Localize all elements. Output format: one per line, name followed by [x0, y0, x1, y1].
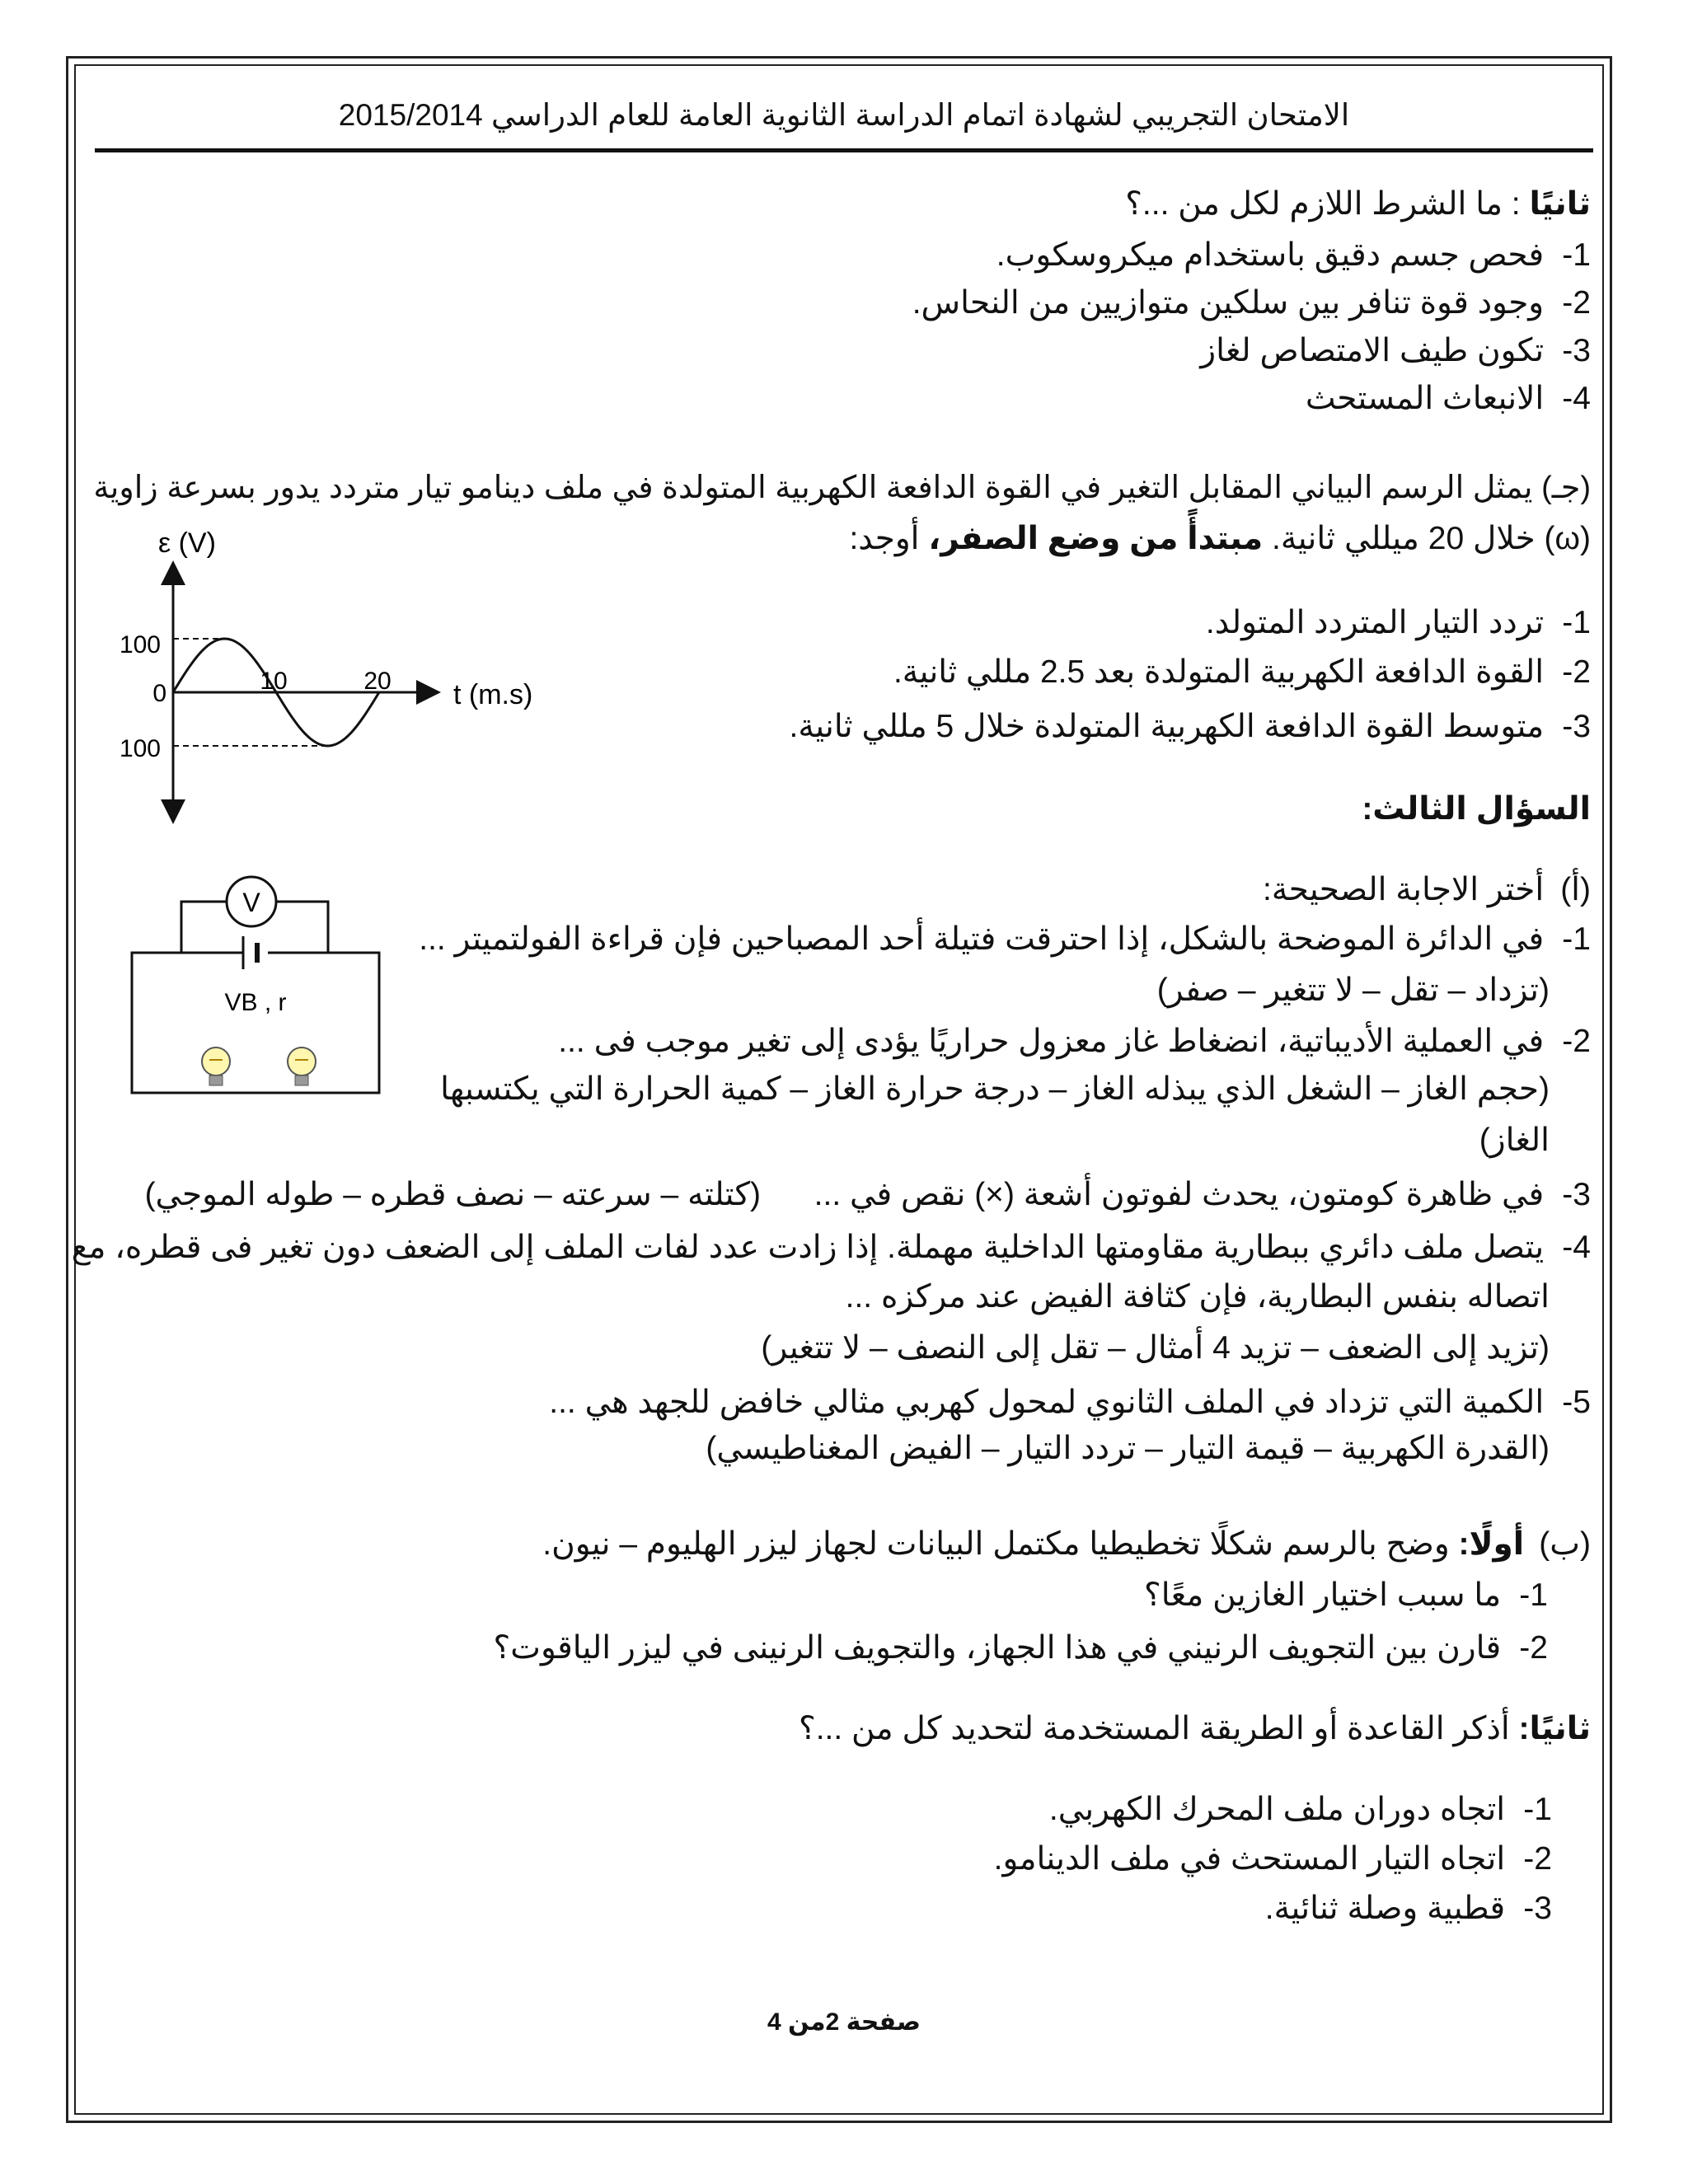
part-2-prompt: : ما الشرط اللازم لكل من ...؟ — [1125, 186, 1521, 222]
question-3-title: السؤال الثالث: — [1362, 791, 1591, 827]
list-item: 2- في العملية الأديباتية، انضغاط غاز معزول حراريًا يؤدى إلى تغير موجب فى ... — [558, 1024, 1591, 1059]
y-tick-label: 100 — [119, 631, 161, 658]
y-tick-label: 0 — [152, 680, 166, 707]
list-item: 1- ما سبب اختيار الغازين معًا؟ — [1144, 1577, 1548, 1613]
header-rule — [95, 148, 1593, 152]
list-item: 2- القوة الدافعة الكهربية المتولدة بعد 2.5 مللي ثانية. — [893, 654, 1591, 690]
options: الغاز) — [1479, 1122, 1550, 1158]
x-axis-label: t (m.s) — [453, 679, 533, 710]
emf-chart — [99, 527, 560, 824]
list-item-cont: اتصاله بنفس البطارية، فإن كثافة الفيض عند مركزه ... — [845, 1279, 1550, 1315]
y-axis-label: ε (V) — [158, 527, 216, 559]
list-item: 2- اتجاه التيار المستحث في ملف الدينامو. — [993, 1841, 1552, 1877]
options: (القدرة الكهربية – قيمة التيار – تردد التيار – الفيض المغناطيسي) — [706, 1431, 1550, 1466]
list-item: 3- قطبية وصلة ثنائية. — [1264, 1891, 1552, 1926]
circuit-diagram — [124, 870, 387, 1109]
lamp-icon — [202, 1047, 230, 1085]
list-item: 1- تردد التيار المتردد المتولد. — [1205, 605, 1591, 640]
list-item: 4- الانبعاث المستحث — [1305, 381, 1591, 416]
options: (كتلته – سرعته – نصف قطره – طوله الموجي) — [144, 1177, 761, 1212]
list-item: 4- يتصل ملف دائري ببطارية مقاومتها الداخلية مهملة. إذا زادت عدد لفات الملف إلى الضعف دون تغير فى قطره، مع — [71, 1230, 1591, 1265]
list-item: 3- في ظاهرة كومتون، يحدث لفوتون أشعة (×) نقص في ... — [814, 1177, 1591, 1212]
exam-header: الامتحان التجريبي لشهادة اتمام الدراسة الثانوية العامة للعام الدراسي 2015/2014 — [338, 98, 1350, 132]
list-item: 1- فحص جسم دقيق باستخدام ميكروسكوب. — [996, 237, 1591, 273]
battery-label: VB , r — [224, 989, 287, 1016]
part-2-label: ثانيًا — [1529, 186, 1591, 222]
list-item: 3- متوسط القوة الدافعة الكهربية المتولدة خلال 5 مللي ثانية. — [789, 709, 1591, 744]
part-2b-heading: ثانيًا: أذكر القاعدة أو الطريقة المستخدمة لتحديد كل من ...؟ — [799, 1711, 1591, 1746]
part-j-line1: (جـ) يمثل الرسم البياني المقابل التغير في القوة الدافعة الكهربية المتولدة في ملف دينامو تيار متردد يدور بسرعة زاوية — [93, 471, 1591, 505]
list-item: 1- في الدائرة الموضحة بالشكل، إذا احترقت فتيلة أحد المصباحين فإن قراءة الفولتميتر ... — [419, 921, 1591, 957]
list-item: 5- الكمية التي تزداد في الملف الثانوي لمحول كهربي مثالي خافض للجهد هي ... — [549, 1385, 1591, 1420]
x-tick-label: 10 — [260, 668, 288, 695]
part-b-heading: (ب) أولًا: وضح بالرسم شكلًا تخطيطيا مكتمل البيانات لجهاز ليزر الهليوم – نيون. — [542, 1526, 1591, 1562]
part-a-heading: (أ) أختر الاجابة الصحيحة: — [1263, 872, 1591, 907]
y-tick-label: 100 — [119, 735, 161, 762]
list-item: 1- اتجاه دوران ملف المحرك الكهربي. — [1048, 1792, 1552, 1827]
options: (تزيد إلى الضعف – تزيد 4 أمثال – تقل إلى النصف – لا تتغير) — [761, 1330, 1550, 1366]
options: (تزداد – تقل – لا تتغير – صفر) — [1156, 972, 1550, 1008]
lamp-icon — [288, 1047, 316, 1085]
part-j-line2: (ω) خلال 20 ميللي ثانية. مبتدأً من وضع الصفر، أوجد: — [849, 521, 1591, 556]
part-2-heading — [1125, 183, 1591, 226]
list-item: 2- قارن بين التجويف الرنيني في هذا الجهاز، والتجويف الرنينى في ليزر الياقوت؟ — [493, 1630, 1548, 1666]
voltmeter-label: V — [242, 888, 260, 917]
list-item: 3- تكون طيف الامتصاص لغاز — [1200, 333, 1591, 368]
options: (حجم الغاز – الشغل الذي يبذله الغاز – درجة حرارة الغاز – كمية الحرارة التي يكتسبها — [440, 1071, 1550, 1107]
x-tick-label: 20 — [363, 668, 392, 695]
page-number: صفحة 2من 4 — [767, 2008, 921, 2036]
list-item: 2- وجود قوة تنافر بين سلكين متوازيين من النحاس. — [912, 285, 1591, 321]
